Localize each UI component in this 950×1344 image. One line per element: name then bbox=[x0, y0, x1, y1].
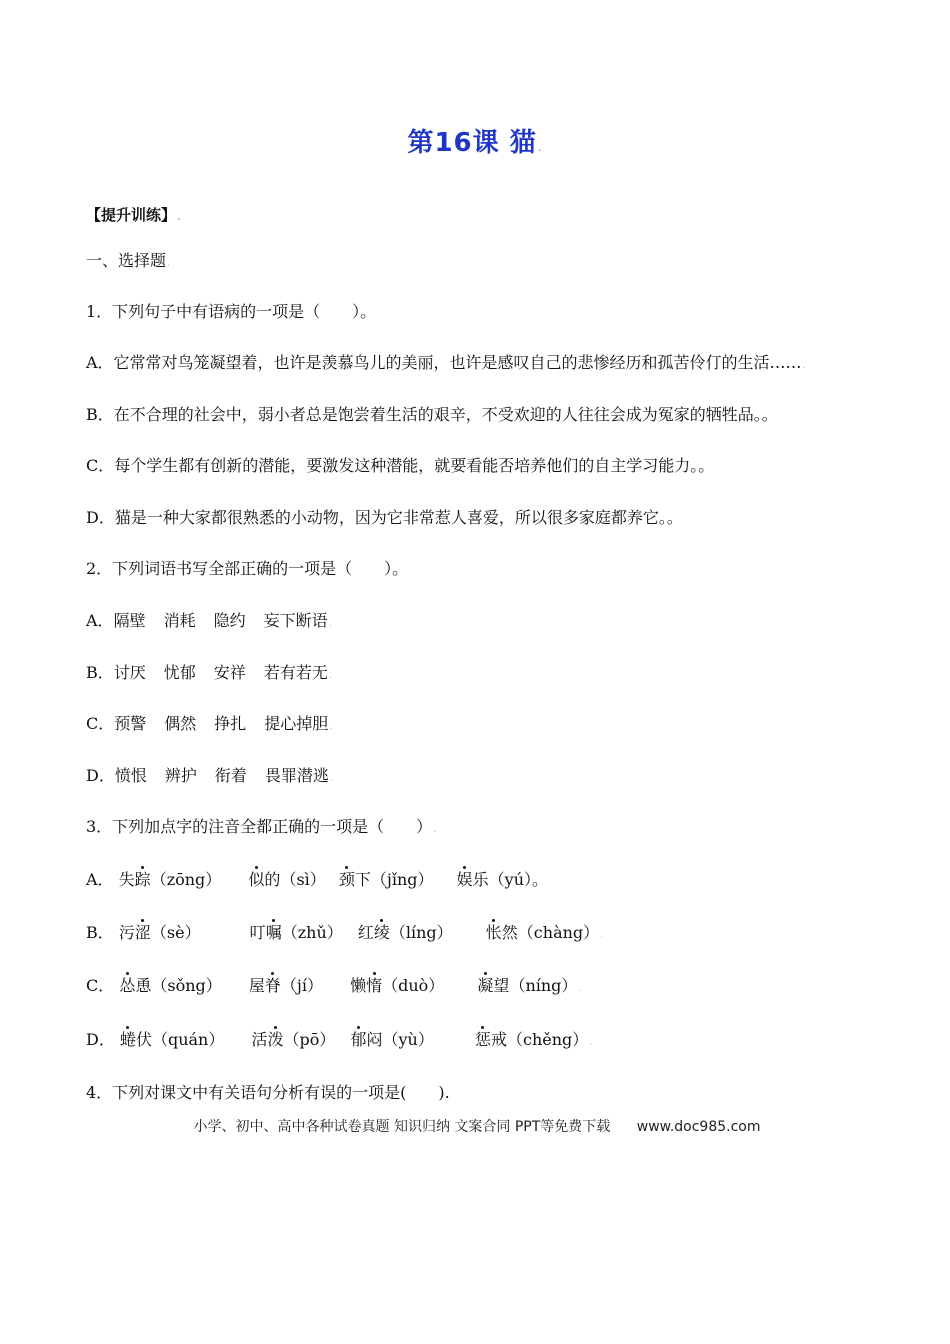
question-2-option-c: C．预警 偶然 挣扎 提心掉胆. bbox=[86, 714, 333, 733]
footer-site-link[interactable]: www.doc985.com bbox=[636, 1119, 761, 1135]
question-3-option-c: C． 怂恿（sǒng） 屋脊（jí） 懒惰（duò） 凝望（níng）. bbox=[86, 976, 582, 995]
question-1-stem: 1．下列句子中有语病的一项是（ ）。 bbox=[86, 302, 377, 321]
question-2-option-a: A．隔壁 消耗 隐约 妄下断语. bbox=[86, 611, 332, 630]
question-1-option-b: B．在不合理的社会中，弱小者总是饱尝着生活的艰辛，不受欢迎的人往往会成为冤家的牺牲品。。 bbox=[86, 405, 778, 424]
footer-text: 小学、初中、高中各种试卷真题 知识归纳 文案合同 PPT等免费下载 bbox=[193, 1119, 611, 1135]
question-1-option-c: C．每个学生都有创新的潜能，要激发这种潜能，就要看能否培养他们的自主学习能力。。 bbox=[86, 456, 715, 475]
footer-banner bbox=[0, 1116, 950, 1136]
section-heading: 【提升训练】. bbox=[86, 206, 181, 224]
question-2-stem: 2．下列词语书写全部正确的一项是（ ）。 bbox=[86, 559, 409, 578]
question-4-stem: 4．下列对课文中有关语句分析有误的一项是( ). bbox=[86, 1083, 450, 1102]
page-title: 第16课 猫. bbox=[407, 128, 543, 158]
question-3-option-d: D． 蜷伏（quán） 活泼（pō） 郁闷（yù） 惩戒（chěng）. bbox=[86, 1030, 593, 1049]
question-2-option-d: D．愤恨 辨护 衔着 畏罪潜逃. bbox=[86, 766, 334, 785]
question-2-option-b: B．讨厌 忧郁 安祥 若有若无. bbox=[86, 663, 333, 682]
question-3-option-b: B． 污涩（sè） 叮嘱（zhǔ） 红绫（líng） 怅然（chàng）. bbox=[86, 923, 604, 942]
question-3-option-a: A． 失踪（zōng） 似的（sì） 颈下（jǐng） 娱乐（yú）。 bbox=[86, 870, 549, 889]
question-3-stem: 3．下列加点字的注音全都正确的一项是（ ）. bbox=[86, 817, 437, 836]
part-heading: 一、选择题. bbox=[86, 251, 171, 270]
question-1-option-d: D．猫是一种大家都很熟悉的小动物，因为它非常惹人喜爱，所以很多家庭都养它。。 bbox=[86, 508, 683, 527]
question-1-option-a: A．它常常对鸟笼凝望着，也许是羡慕鸟儿的美丽，也许是感叹自己的悲惨经历和孤苦伶仃的生活……. bbox=[86, 353, 806, 372]
